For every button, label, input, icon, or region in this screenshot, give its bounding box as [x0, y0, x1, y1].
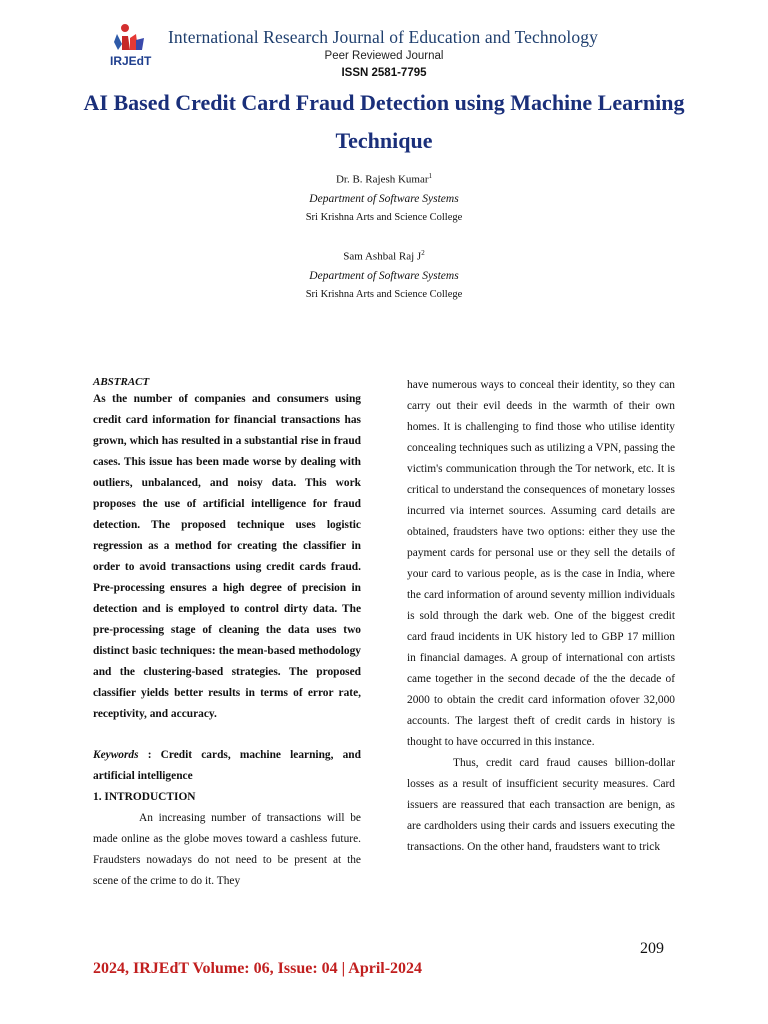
body-paragraph: Thus, credit card fraud causes billion-dollar losses as a result of insufficient security measures. Card issuers are reassured that each transaction are benign, as are cardholders using their cards and issuers executing the transactions. On the other hand, fraudsters want to trick [407, 757, 675, 853]
paper-title: AI Based Credit Card Fraud Detection using Machine Learning Technique [83, 90, 685, 153]
author-college: Sri Krishna Arts and Science College [305, 211, 463, 223]
journal-logo-icon [108, 20, 158, 70]
peer-reviewed-label: Peer Reviewed Journal [324, 50, 444, 62]
svg-text:IRJEdT: IRJEdT [110, 54, 152, 68]
author-department: Department of Software Systems [309, 269, 459, 282]
abstract-heading: ABSTRACT [93, 376, 150, 388]
author-name: Sam Ashbal Raj $J^2$ [343, 249, 425, 263]
right-column [407, 375, 675, 858]
left-column [93, 375, 361, 892]
abstract-body: As the number of companies and consumers using credit card information for financial transactions has grown, which has resulted in a substantial rise in fraud cases. This issue has been made worse by dealing with outliers, unbalanced, and noisy data. This work proposes the use of artificial intelligence for fraud detection. The proposed technique uses logistic regression as a method for creating the classifier in order to avoid transactions using credit cards fraud. Pre-processing ensures a high degree of precision in detection and is employed to control dirty data. The pre-processing stage of cleaning the data uses two distinct basic techniques: the mean-based methodology and the clustering-based strategies. The proposed classifier yields better results in terms of error rate, receptivity, and accuracy. [93, 393, 361, 720]
author-department: Department of Software Systems [309, 192, 459, 205]
author-college: Sri Krishna Arts and Science College [305, 288, 463, 300]
body-paragraph: have numerous ways to conceal their identity, so they can carry out their evil deeds in the warmth of their own homes. It is challenging to find those who utilise identity concealing techniques such as utilizing a VPN, passing the victim's communication through the Tor network, etc. It is critical to understand the consequences of monetary losses incurred via internet sources. Assuming card details are obtained, fraudsters have two options: either they use the payment cards for personal use or they sell the details of your card to various people, as is the case in India, where the card information of around seventy million individuals is sold through the dark web. One of the biggest credit card fraud incidents in UK history led to GBP 17 million in financial damages. A group of international con artists came together in the second decade of the the decade of 2000 to obtain the credit card information ofover 32,000 accounts. The largest theft of credit cards in history is thought to have occurred in this instance. [407, 379, 675, 748]
issn-label: ISSN 2581-7795 [341, 67, 427, 79]
journal-name: International Research Journal of Education and Technology [168, 27, 598, 47]
footer-citation: 2024, IRJEdT Volume: 06, Issue: 04 | April-2024 [93, 960, 423, 977]
author-block-1 [0, 172, 768, 223]
intro-paragraph: An increasing number of transactions will be made online as the globe moves toward a cashless future. Fraudsters nowadays do not need to be present at the scene of the crime to do it. They [93, 812, 361, 887]
author-block-2 [0, 249, 768, 300]
section-heading-introduction: 1. INTRODUCTION [93, 791, 196, 803]
page-number: 209 [640, 940, 664, 957]
keywords: Keywords : Credit cards, machine learning, and artificial intelligence [93, 749, 361, 782]
author-name: Dr. B. Rajesh Kumar$^1$ [335, 172, 433, 186]
